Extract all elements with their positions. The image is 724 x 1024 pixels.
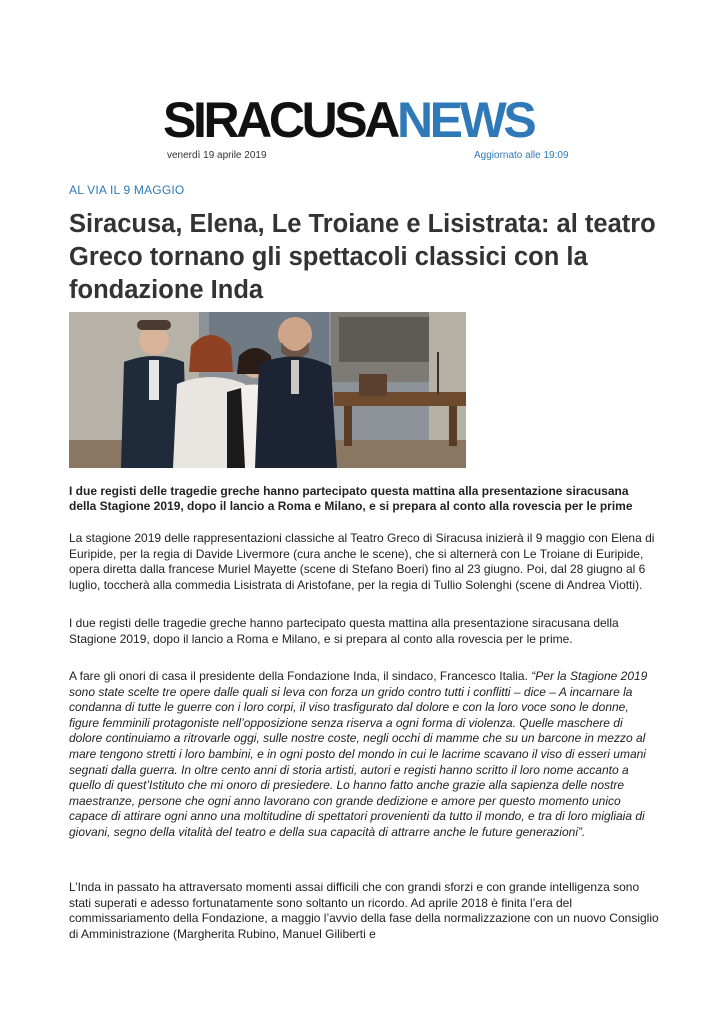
paragraph-3-intro: A fare gli onori di casa il presidente della Fondazione Inda, il sindaco, Francesco Italia. xyxy=(69,669,532,683)
article-kicker: AL VIA IL 9 MAGGIO xyxy=(69,183,185,197)
article-lead: I due registi delle tragedie greche hanno partecipato questa mattina alla presentazione siracusana della Stagione 2019, dopo il lancio a Roma e Milano, e si prepara al conto alla rovescia per le prime xyxy=(69,484,633,513)
logo-news: NEWS xyxy=(396,92,534,148)
photo-illustration xyxy=(69,312,466,468)
article-paragraph-4: L’Inda in passato ha attraversato momenti assai difficili che con grandi sforzi e con grande intelligenza sono stati superati e adesso fortunatamente sono soltanto un ricordo. Ad aprile 2018 è finita l’era del commissariamento della Fondazione, a maggio l’avvio della fase della normalizzazione con un nuovo Consiglio di Amministrazione (Margherita Rubino, Manuel Giliberti e xyxy=(69,880,659,941)
logo-siracusa: SIRACUSA xyxy=(163,92,397,148)
article-paragraph-2: I due registi delle tragedie greche hanno partecipato questa mattina alla presentazione siracusana della Stagione 2019, dopo il lancio a Roma e Milano, e si prepara al conto alla rovescia per le prime. xyxy=(69,616,619,646)
last-updated: Aggiornato alle 19:09 xyxy=(474,150,569,161)
edition-date: venerdì 19 aprile 2019 xyxy=(167,150,267,161)
article-photo xyxy=(69,312,466,468)
article-paragraph-1: La stagione 2019 delle rappresentazioni classiche al Teatro Greco di Siracusa inizierà il 9 maggio con Elena di Euripide, per la regia di Davide Livermore (cura anche le scene), che si alternerà con Le Troiane di Euripide, opera diretta dalla francese Muriel Mayette (scene di Stefano Boeri) fino al 23 giugno. Poi, dal 28 giugno al 6 luglio, toccherà alla commedia Lisistrata di Aristofane, per la regia di Tullio Solenghi (scene di Andrea Viotti). xyxy=(69,531,655,592)
president-quote: “Per la Stagione 2019 sono state scelte tre opere dalle quali si leva con forza un grido contro tutti i conflitti – dice – A incarnare la condanna di tutte le guerre con i loro corpi, il viso trasfigurato dal dolore e con la loro voce sono le donne, figure femminili protagoniste nell’opposizione senza riserva a ogni forma di violenza. Quelle maschere di dolore continuiamo a ritrovarle oggi, sulle nostre coste, negli occhi di mamme che su un barcone in mezzo al mare tengono stretti i loro bambini, e in ogni posto del mondo in cui le lacrime scavano il viso di esseri umani segnati dalla guerra. In oltre cento anni di storia artisti, autori e registi hanno scritto il loro nome accanto a quello di quest’Istituto che mi onoro di presiedere. Lo hanno fatto anche grazie alla sapienza delle nostre maestranze, persone che ogni anno lavorano con grande dedizione e amore per questo momento unico capace di attirare ogni anno una moltitudine di spettatori provenienti da tutto il mondo, e tra di loro migliaia di giovani, segno della vitalità del teatro e della sua capacità di attrarre anche le future generazioni”. xyxy=(69,669,648,839)
site-logo[interactable] xyxy=(163,94,533,146)
article-paragraph-3 xyxy=(69,669,659,841)
masthead xyxy=(0,88,724,168)
article-headline: Siracusa, Elena, Le Troiane e Lisistrata: al teatro Greco tornano gli spettacoli classici con la fondazione Inda xyxy=(69,210,656,304)
